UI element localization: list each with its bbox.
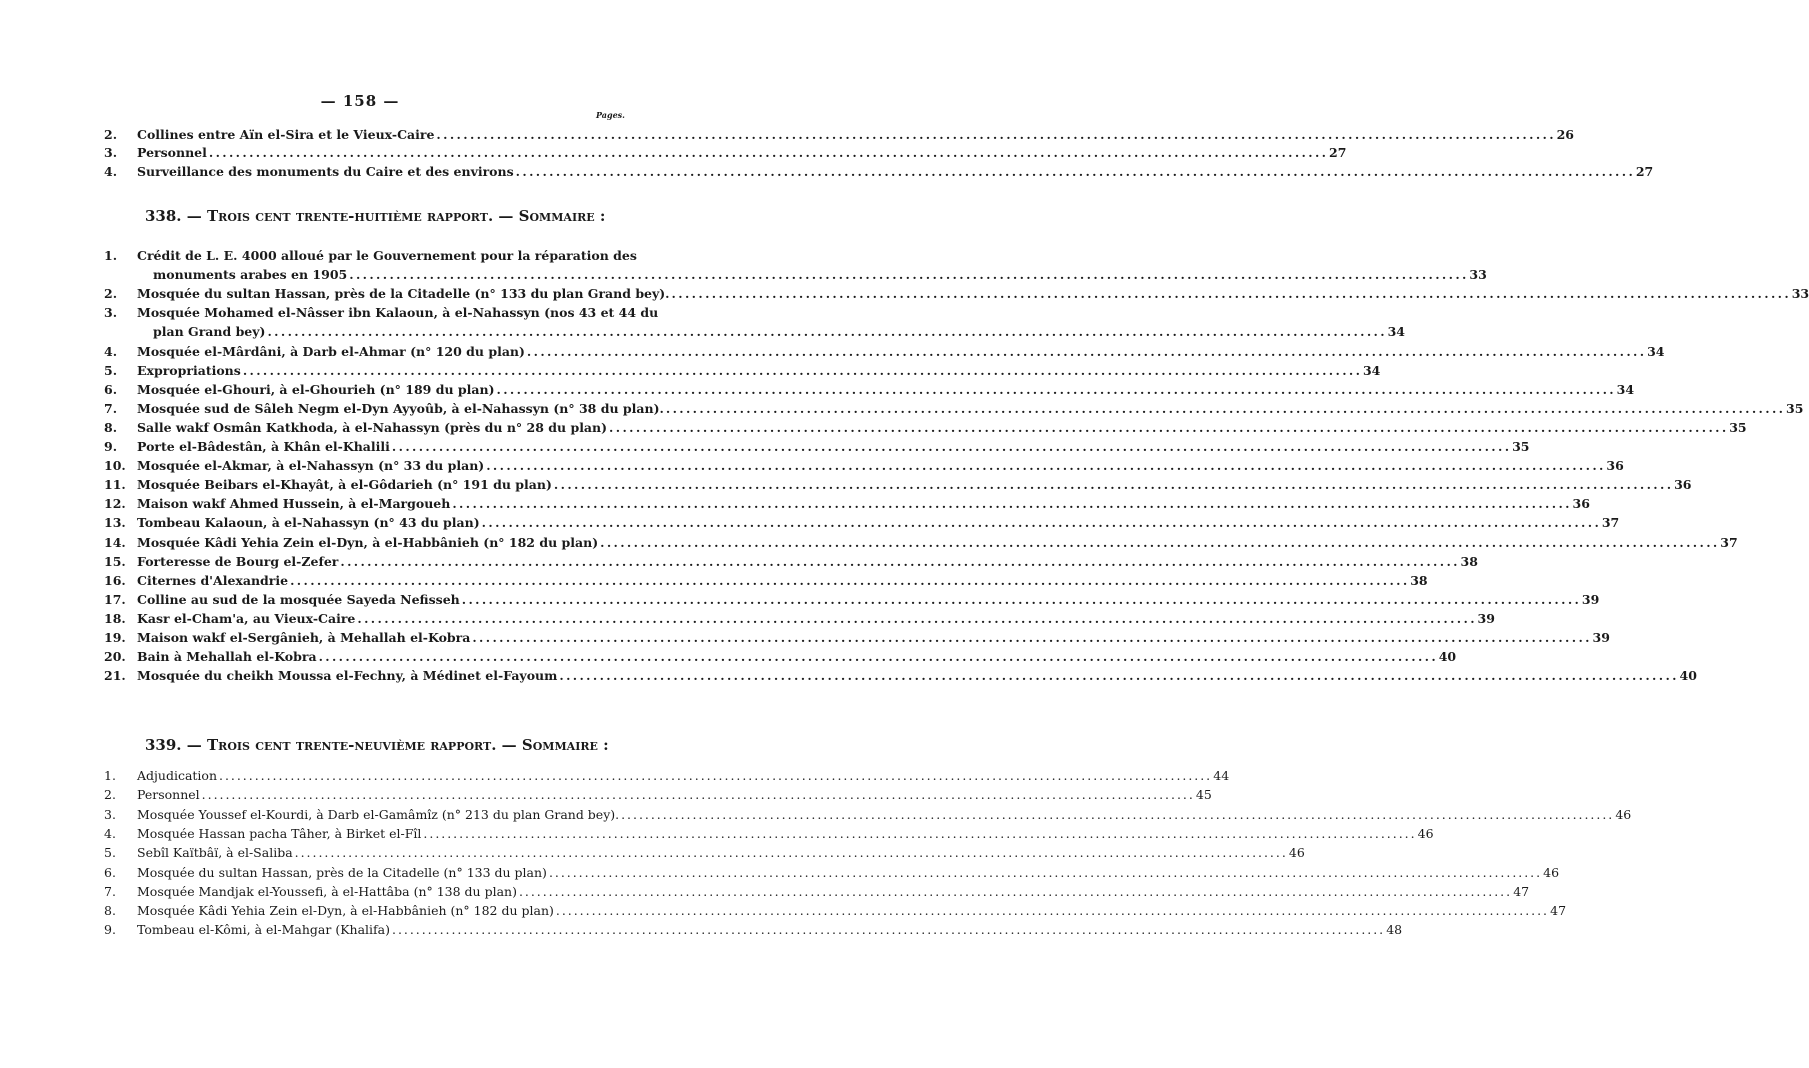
entry-text-line (153, 266, 1487, 284)
entry-page: 35 (1729, 419, 1747, 435)
entry-page: 34 (1387, 324, 1406, 340)
entry-text-line (137, 883, 1530, 901)
toc-entry (104, 495, 1590, 514)
entry-title: Mosquée Kâdi Yehia Zein el-Dyn, à el-Habbânieh (n° 182 du plan) (137, 534, 599, 550)
dot-leader (319, 648, 1435, 666)
entry-number: 17. (104, 591, 126, 607)
dot-leader (559, 667, 1675, 685)
heading-dash: — (186, 207, 202, 225)
entry-text-line (137, 648, 1457, 666)
toc-entry (104, 572, 1428, 591)
dot-leader (462, 591, 1578, 609)
entry-number: 16. (104, 572, 126, 588)
entry-text-line (137, 457, 1624, 475)
entry-number: 9. (104, 439, 118, 454)
dot-leader (392, 921, 1382, 939)
entry-text-line (137, 825, 1434, 843)
entry-number: 10. (104, 458, 126, 474)
dot-leader (666, 400, 1782, 418)
toc-entry (104, 419, 1747, 438)
toc-entry (104, 285, 1809, 304)
toc-entry (104, 844, 1305, 863)
dot-leader (340, 553, 1456, 571)
entry-title: Mosquée el-Mârdâni, à Darb el-Ahmar (n° 120 du plan) (137, 343, 525, 359)
entry-page: 40 (1679, 668, 1697, 684)
entry-page: 39 (1477, 610, 1495, 626)
entry-text-line (137, 591, 1600, 609)
entry-page: 38 (1460, 553, 1478, 569)
report-title: Trois cent trente-huitième rapport. (207, 207, 494, 225)
dot-leader (349, 266, 1465, 284)
entry-page: 33 (1469, 267, 1487, 283)
dot-leader (472, 629, 1588, 647)
toc-entry (104, 304, 1406, 342)
entry-page: 37 (1601, 515, 1620, 531)
entry-title: Tombeau el-Kômi, à el-Mahgar (Khalifa) (137, 922, 390, 938)
toc-entry (104, 825, 1434, 844)
entry-text-line (137, 438, 1530, 456)
entry-page: 45 (1195, 787, 1212, 803)
entry-number: 8. (104, 419, 118, 435)
dot-leader (549, 864, 1539, 882)
section-heading (145, 207, 645, 225)
entry-title: Mosquée el-Ghouri, à el-Ghourieh (n° 189 du plan) (137, 381, 495, 397)
entry-title: Mosquée Beibars el-Khayât, à el-Gôdarieh (n° 191 du plan) (137, 477, 552, 493)
dot-leader (554, 476, 1670, 494)
entry-number: 4. (104, 825, 116, 841)
entry-page: 40 (1438, 649, 1457, 665)
entry-title: Mosquée du sultan Hassan, près de la Citadelle (n° 133 du plan) (137, 864, 547, 880)
entry-title: Mosquée Hassan pacha Tâher, à Birket el-Fîl (137, 825, 422, 841)
entry-title: Personnel (137, 145, 207, 161)
entry-number: 3. (104, 145, 118, 161)
entry-text-line (137, 495, 1590, 513)
entry-text-line (137, 806, 1632, 824)
dot-leader (519, 883, 1509, 901)
entry-title: Personnel (137, 787, 200, 803)
entry-title: Mosquée Mandjak el-Youssefi, à el-Hattâba (n° 138 du plan) (137, 883, 517, 899)
dot-leader (219, 767, 1209, 785)
toc-entry (104, 806, 1632, 825)
entry-page: 46 (1417, 825, 1434, 841)
entry-text-line (137, 534, 1738, 552)
entry-number: 6. (104, 864, 116, 880)
entry-title: Salle wakf Osmân Katkhoda, à el-Nahassyn (près du n° 28 du plan) (137, 419, 608, 435)
entry-text-line (153, 323, 1406, 341)
entry-number: 19. (104, 630, 126, 645)
entry-title: Mosquée du cheikh Moussa el-Fechny, à Médinet el-Fayoum (137, 668, 558, 684)
entry-title: Porte el-Bâdestân, à Khân el-Khalili (137, 439, 390, 454)
entry-text-line (137, 572, 1428, 590)
entry-page: 36 (1606, 458, 1624, 474)
entry-text-line (137, 247, 637, 265)
dot-leader (436, 126, 1552, 144)
entry-number: 1. (104, 768, 116, 783)
entry-number: 13. (104, 515, 126, 531)
dot-leader (357, 610, 1473, 628)
toc-entry (104, 514, 1620, 533)
entry-title: Forteresse de Bourg el-Zefer (137, 553, 339, 569)
toc-entry (104, 864, 1560, 883)
entry-page: 39 (1592, 630, 1610, 645)
page-number: — 158 — (320, 92, 400, 110)
dot-leader (392, 438, 1508, 456)
entry-number: 21. (104, 668, 126, 684)
toc-entry (104, 247, 1487, 285)
entry-text-line (137, 400, 1804, 418)
toc-entry (104, 438, 1530, 457)
entry-text-line (137, 126, 1574, 144)
heading-dash: — (186, 736, 202, 754)
toc-entry (104, 591, 1600, 610)
entry-page: 35 (1786, 400, 1804, 416)
entry-title: Adjudication (137, 768, 218, 783)
entry-text-line (137, 767, 1230, 785)
entry-text-line (137, 476, 1692, 494)
toc-entry (104, 362, 1381, 381)
entry-title: Bain à Mehallah el-Kobra (137, 649, 317, 665)
entry-text-line (137, 553, 1478, 571)
toc-entry (104, 786, 1212, 805)
section-heading (145, 736, 645, 754)
dot-leader (243, 362, 1359, 380)
toc-entry (104, 767, 1230, 786)
entry-page: 33 (1791, 286, 1809, 302)
toc-entry (104, 648, 1457, 667)
entry-page: 46 (1288, 845, 1305, 861)
entry-text-line (137, 381, 1635, 399)
toc-entry (104, 163, 1654, 181)
entry-number: 4. (104, 163, 118, 179)
entry-title: Sebîl Kaïtbâï, à el-Saliba (137, 845, 293, 861)
heading-dash: — (498, 207, 514, 225)
toc-entry (104, 400, 1804, 419)
dot-leader (452, 495, 1568, 513)
entry-number: 7. (104, 883, 116, 899)
entry-number: 3. (104, 305, 118, 321)
entry-title: Surveillance des monuments du Caire et des environs (137, 163, 514, 179)
dot-leader (600, 534, 1716, 552)
entry-title: Kasr el-Cham'a, au Vieux-Caire (137, 610, 356, 626)
dot-leader (556, 902, 1546, 920)
entry-page: 38 (1410, 572, 1428, 588)
entry-text-line (137, 285, 1809, 303)
entry-title: Mosquée sud de Sâleh Negm el-Dyn Ayyoûb, à el-Nahassyn (n° 38 du plan). (137, 400, 664, 416)
entry-title: Mosquée Youssef el-Kourdi, à Darb el-Gamâmîz (n° 213 du plan Grand bey). (137, 806, 620, 822)
entry-page: 26 (1556, 127, 1574, 142)
entry-page: 48 (1386, 922, 1403, 938)
entry-text-line (137, 304, 659, 322)
entry-page: 47 (1550, 903, 1567, 919)
toc-entry (104, 921, 1403, 940)
entry-text-line (137, 419, 1747, 437)
dot-leader (486, 457, 1602, 475)
entry-title: Maison wakf Ahmed Hussein, à el-Margoueh (137, 496, 451, 512)
entry-number: 2. (104, 286, 118, 302)
entry-number: 4. (104, 343, 118, 359)
toc-entry (104, 902, 1567, 921)
entry-text-line (137, 864, 1560, 882)
entry-title: Mosquée Kâdi Yehia Zein el-Dyn, à el-Habbânieh (n° 182 du plan) (137, 903, 554, 919)
entry-number: 9. (104, 922, 116, 938)
entry-text-line (137, 629, 1610, 647)
heading-dash: — (501, 736, 517, 754)
toc-entry (104, 144, 1347, 162)
entry-number: 3. (104, 806, 116, 822)
dot-leader (423, 825, 1413, 843)
entry-title: Collines entre Aïn el-Sira et le Vieux-Caire (137, 127, 435, 142)
dot-leader (209, 144, 1325, 162)
entry-number: 6. (104, 381, 118, 397)
dot-leader (516, 163, 1632, 181)
dot-leader (202, 786, 1192, 804)
entry-text-line (137, 902, 1567, 920)
entry-page: 37 (1720, 534, 1738, 550)
entry-title: Mosquée el-Akmar, à el-Nahassyn (n° 33 du plan) (137, 458, 485, 474)
entry-page: 46 (1543, 864, 1560, 880)
entry-title: Mosquée Mohamed el-Nâsser ibn Kalaoun, à el-Nahassyn (nos 43 et 44 du (137, 305, 659, 321)
toc-entry (104, 553, 1478, 572)
entry-number: 12. (104, 496, 126, 512)
entry-page: 27 (1329, 145, 1347, 161)
dot-leader (290, 572, 1406, 590)
entry-text-line (137, 667, 1697, 685)
entry-number: 15. (104, 553, 126, 569)
entry-number: 14. (104, 534, 126, 550)
entry-number: 5. (104, 362, 118, 378)
entry-number: 5. (104, 845, 116, 861)
entry-page: 36 (1572, 496, 1590, 512)
toc-entry (104, 381, 1635, 400)
entry-text-line (137, 362, 1381, 380)
entry-page: 34 (1362, 362, 1381, 378)
dot-leader (295, 844, 1285, 862)
dot-leader (482, 514, 1598, 532)
dot-leader (267, 323, 1383, 341)
entry-text-line (137, 844, 1305, 862)
report-number: 338. (145, 207, 182, 225)
entry-title: Colline au sud de la mosquée Sayeda Nefisseh (137, 591, 460, 607)
entry-number: 2. (104, 787, 116, 803)
summary-label: Sommaire : (521, 736, 609, 754)
toc-entry (104, 534, 1738, 553)
entry-page: 39 (1581, 591, 1600, 607)
entry-number: 7. (104, 400, 118, 416)
dot-leader (497, 381, 1613, 399)
entry-title: Tombeau Kalaoun, à el-Nahassyn (n° 43 du plan) (137, 515, 480, 531)
dot-leader (672, 285, 1788, 303)
entry-page: 35 (1512, 439, 1530, 454)
toc-entry (104, 457, 1624, 476)
entry-title: Maison wakf el-Sergânieh, à Mehallah el-Kobra (137, 630, 471, 645)
entry-number: 8. (104, 903, 116, 919)
entry-title: plan Grand bey) (153, 324, 266, 340)
dot-leader (621, 806, 1611, 824)
pages-column-label: Pages. (596, 110, 625, 120)
entry-title: Expropriations (137, 362, 241, 378)
entry-text-line (137, 163, 1654, 181)
summary-label: Sommaire : (518, 207, 606, 225)
report-number: 339. (145, 736, 182, 754)
entry-page: 34 (1616, 381, 1635, 397)
entry-page: 46 (1615, 806, 1632, 822)
toc-entry (104, 476, 1692, 495)
entry-page: 27 (1635, 163, 1654, 179)
toc-entry (104, 667, 1697, 686)
entry-text-line (137, 921, 1403, 939)
toc-entry (104, 343, 1665, 362)
entry-number: 20. (104, 649, 126, 665)
entry-text-line (137, 514, 1620, 532)
entry-number: 18. (104, 610, 126, 626)
entry-number: 1. (104, 248, 118, 263)
dot-leader (609, 419, 1725, 437)
entry-text-line (137, 786, 1212, 804)
toc-entry (104, 883, 1530, 902)
report-title: Trois cent trente-neuvième rapport. (207, 736, 497, 754)
toc-entry (104, 126, 1574, 144)
dot-leader (527, 343, 1643, 361)
entry-page: 34 (1647, 343, 1665, 359)
toc-entry (104, 610, 1495, 629)
entry-text-line (137, 144, 1347, 162)
entry-number: 2. (104, 127, 118, 142)
entry-title: Citernes d'Alexandrie (137, 572, 289, 588)
entry-page: 47 (1513, 883, 1530, 899)
entry-page: 36 (1674, 477, 1692, 493)
toc-entry (104, 629, 1610, 648)
entry-title: monuments arabes en 1905 (153, 267, 348, 283)
entry-number: 11. (104, 477, 126, 493)
entry-page: 44 (1213, 768, 1230, 783)
entry-title: Crédit de L. E. 4000 alloué par le Gouvernement pour la réparation des (137, 248, 637, 263)
entry-title: Mosquée du sultan Hassan, près de la Citadelle (n° 133 du plan Grand bey). (137, 286, 670, 302)
entry-text-line (137, 343, 1665, 361)
entry-text-line (137, 610, 1495, 628)
